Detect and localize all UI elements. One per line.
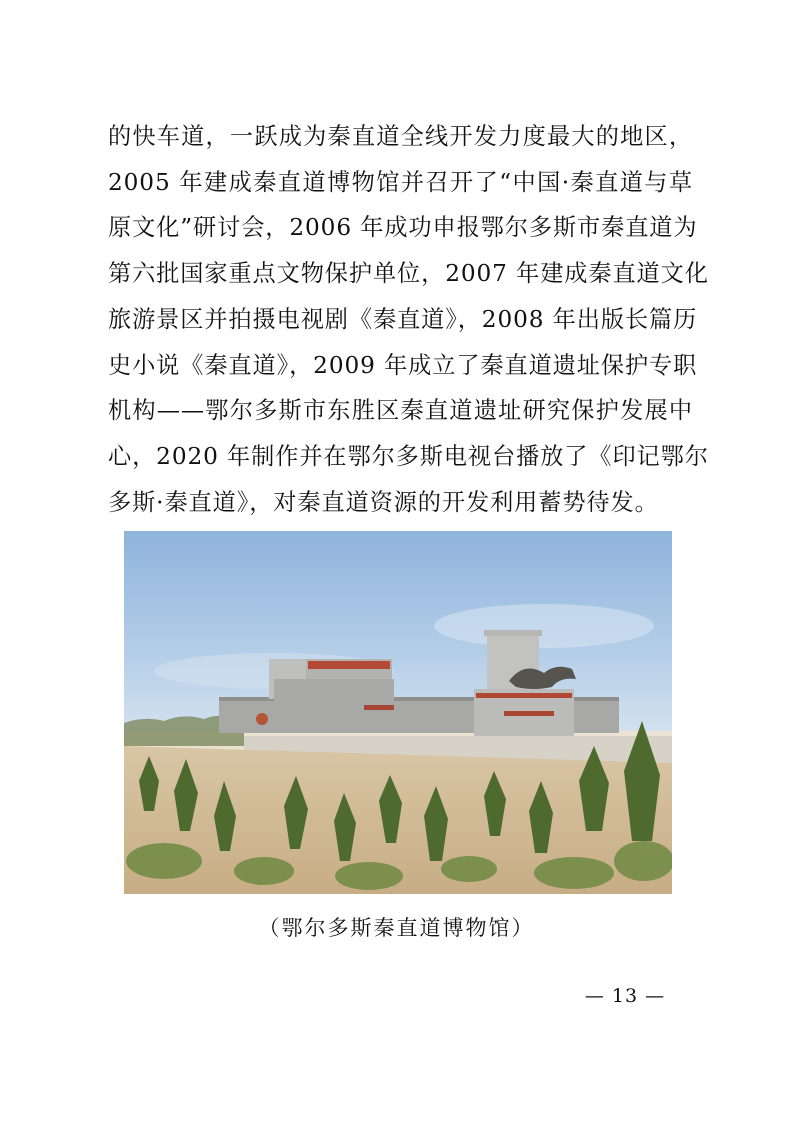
page-number: — 13 — [584, 985, 666, 1007]
body-line: 史小说《秦直道》，2009 年成立了秦直道遗址保护专职 [108, 351, 698, 379]
body-line: 2005 年建成秦直道博物馆并召开了“中国·秦直道与草 [108, 168, 693, 196]
body-line: 心，2020 年制作并在鄂尔多斯电视台播放了《印记鄂尔 [108, 442, 709, 470]
body-line: 的快车道，一跃成为秦直道全线开发力度最大的地区， [108, 123, 693, 150]
museum-photo [124, 531, 672, 894]
body-paragraph [108, 114, 709, 525]
body-line: 旅游景区并拍摄电视剧《秦直道》，2008 年出版长篇历 [108, 305, 698, 333]
body-line: 机构——鄂尔多斯市东胜区秦直道遗址研究保护发展中 [108, 397, 693, 425]
body-line: 原文化”研讨会，2006 年成功申报鄂尔多斯市秦直道为 [108, 214, 698, 242]
body-line: 第六批国家重点文物保护单位，2007 年建成秦直道文化 [108, 260, 709, 288]
body-line: 多斯·秦直道》，对秦直道资源的开发利用蓄势待发。 [108, 488, 659, 516]
figure-caption: （鄂尔多斯秦直道博物馆） [258, 916, 535, 940]
